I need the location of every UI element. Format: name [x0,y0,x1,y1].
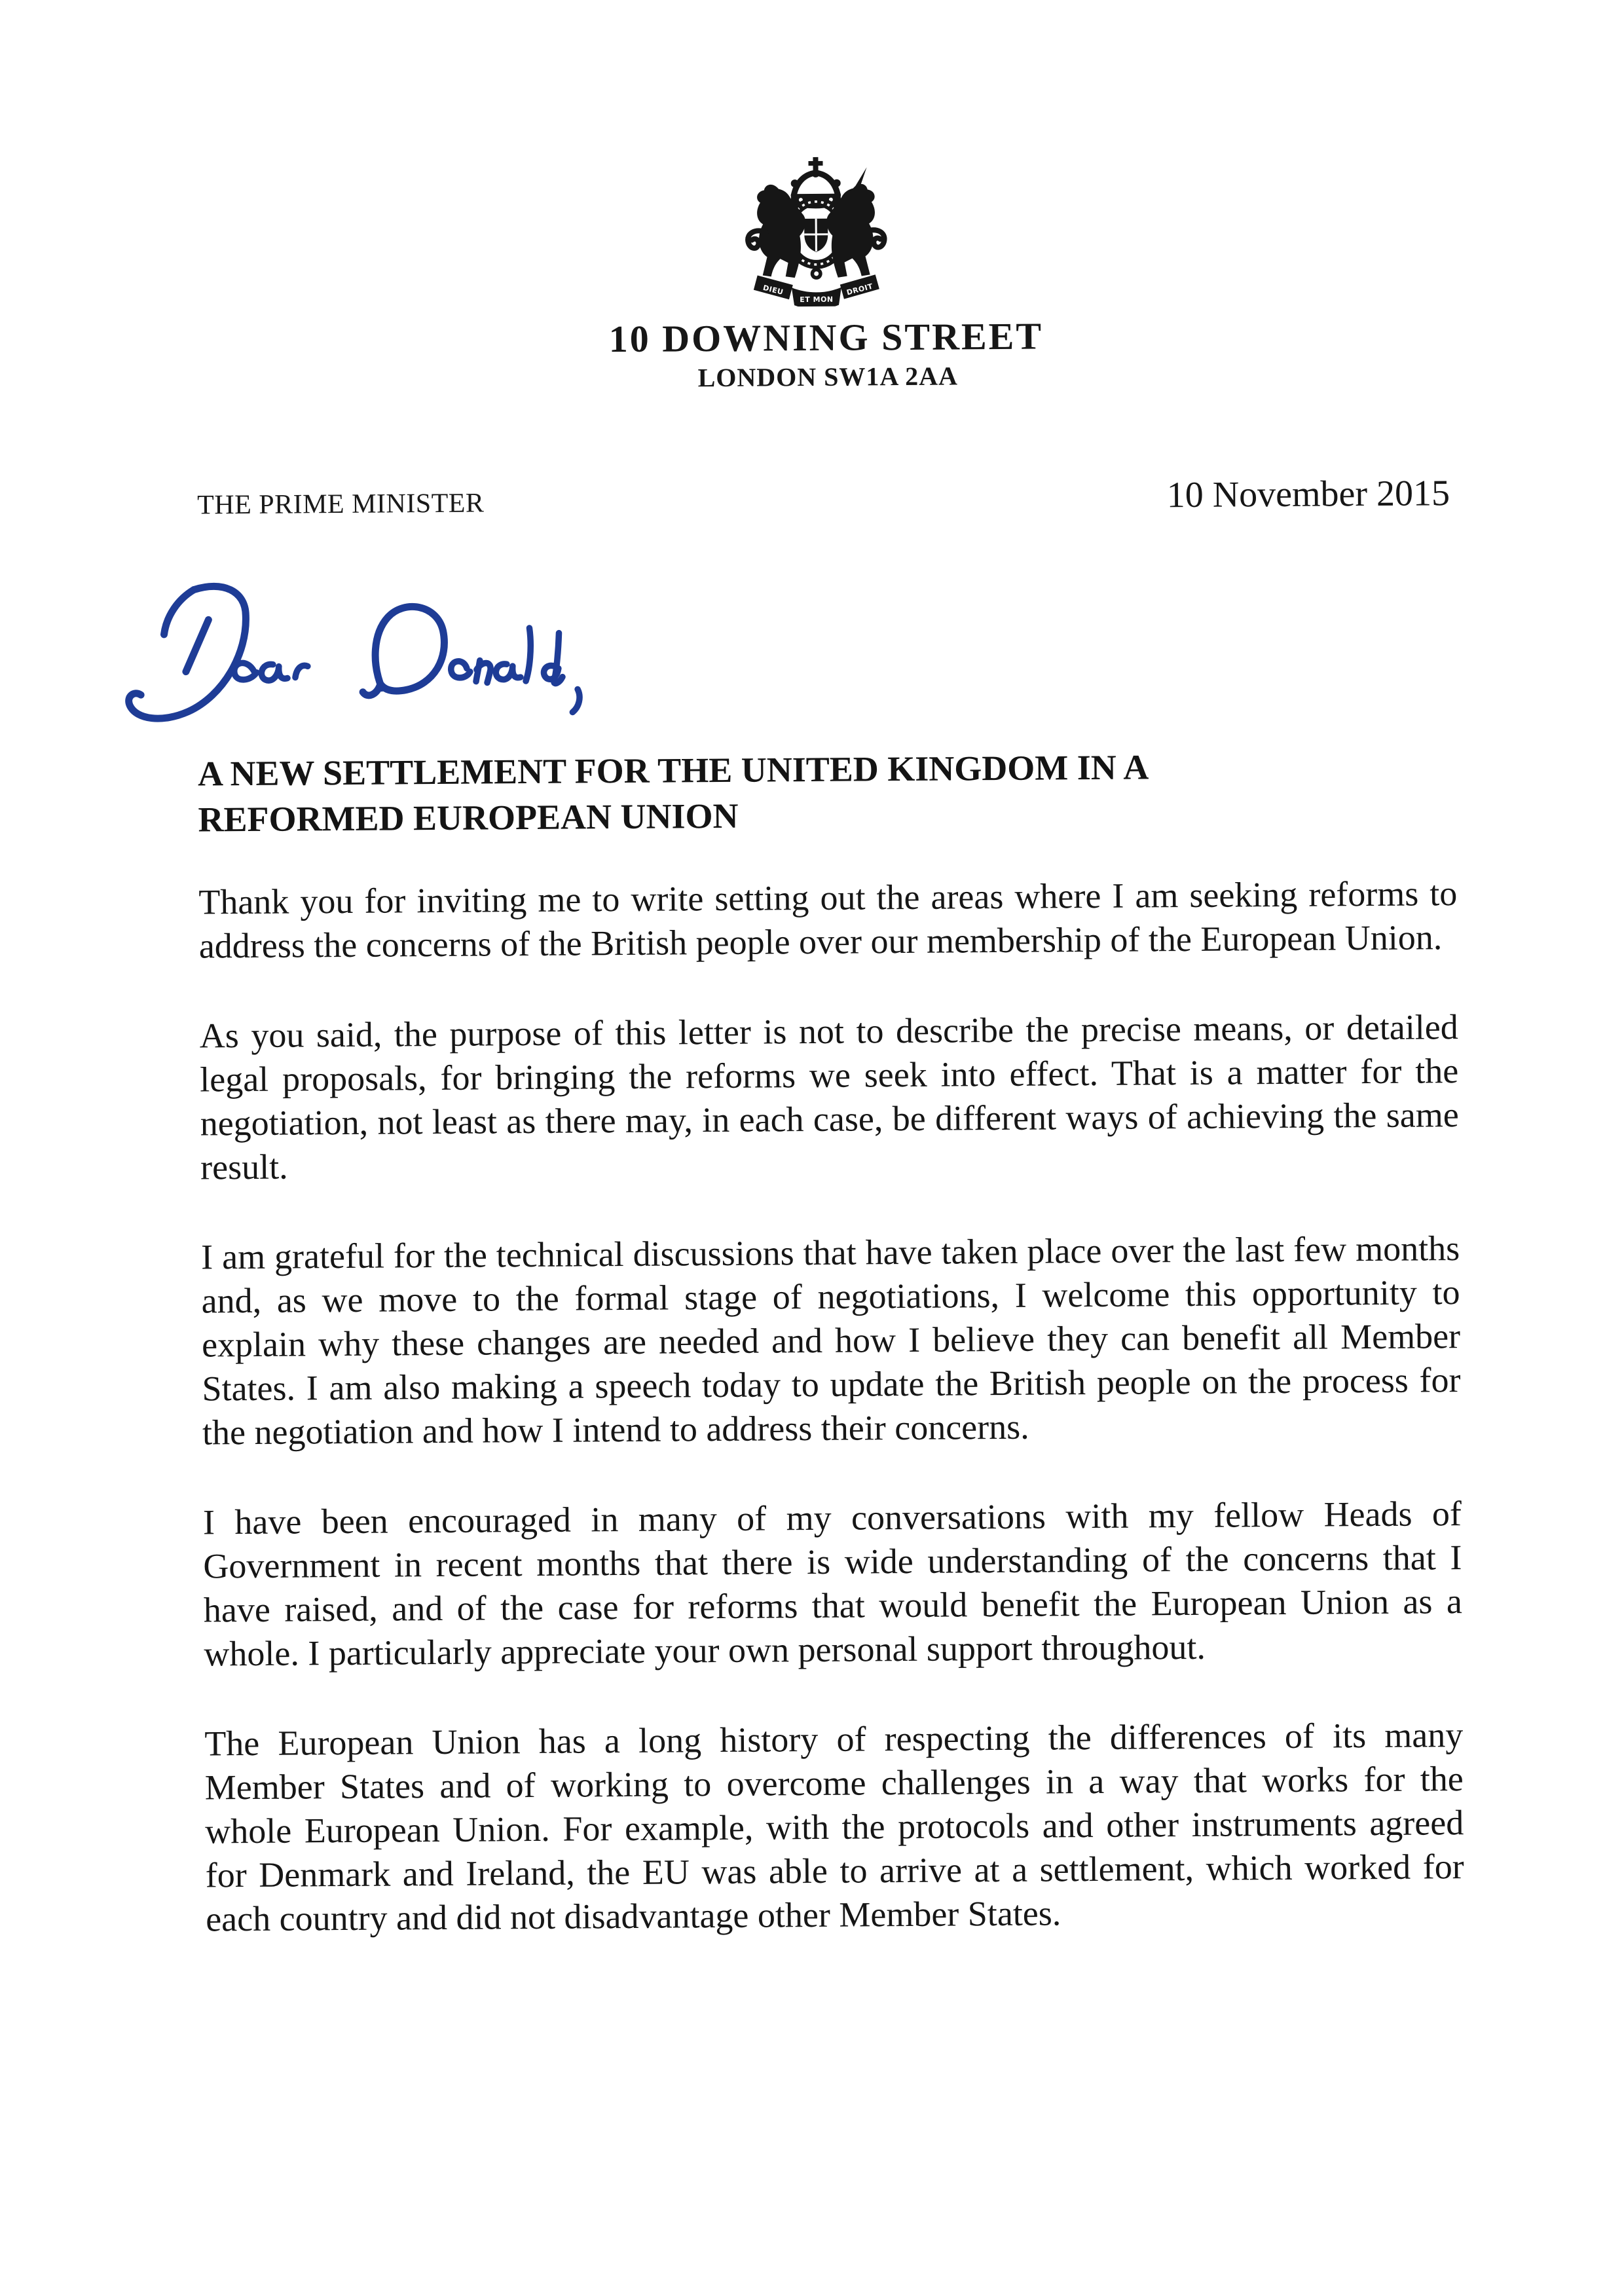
body-paragraph-5: The European Union has a long history of respecting the differences of its many Member States and of working to overcome challenges in a way that works for the whole European Union. For example, with the protocols and other instruments agreed for Denmark and Ireland, the EU was able to arrive at a settlement, which worked for each country and did not disadvantage other Member States. [204,1715,1464,1939]
subject-line-1: A NEW SETTLEMENT FOR THE UNITED KINGDOM IN A [197,747,1149,794]
sender-title: THE PRIME MINISTER [196,488,485,521]
motto-segment-droit: DROIT [845,282,874,297]
subject-line-2: REFORMED EUROPEAN UNION [198,796,739,840]
body-paragraph-4: I have been encouraged in many of my conversations with my fellow Heads of Government in recent months that there is wide understanding of the concerns that I have raised, and of the case for reforms that would benefit the European Union as a whole. I particularly appreciate your own personal support throughout. [202,1494,1463,1674]
letterhead-postcode: LONDON SW1A 2AA [697,361,959,393]
motto-segment-etmon: ET MON [800,295,834,305]
letter-body [198,872,1465,1987]
handwriting-strokes [128,583,580,718]
body-paragraph-1: Thank you for inviting me to write setting out the areas where I am seeking reforms to address the concerns of the British people over our membership of the European Union. [198,874,1458,966]
meta-row [197,472,1450,523]
motto-segment-dieu: DIEU [762,283,784,297]
letter-date: 10 November 2015 [1166,473,1450,516]
letterhead-street: 10 DOWNING STREET [608,314,1044,361]
royal-coat-of-arms-icon [737,155,895,307]
body-paragraph-3: I am grateful for the technical discussions that have taken place over the last few months and, as we move to the formal stage of negotiations, I welcome this opportunity to explain why these changes are needed and how I believe they can benefit all Member States. I am also making a speech today to update the British people on the process for the negotiation and how I intend to address their concerns. [200,1229,1461,1453]
body-paragraph-2: As you said, the purpose of this letter is not to describe the precise means, or detailed legal proposals, for bringing the reforms we seek into effect. That is a matter for the negotiation, not least as there may, in each case, be different ways of achieving the same result. [199,1007,1459,1187]
handwritten-salutation [94,576,685,733]
subject-heading [198,742,1462,842]
